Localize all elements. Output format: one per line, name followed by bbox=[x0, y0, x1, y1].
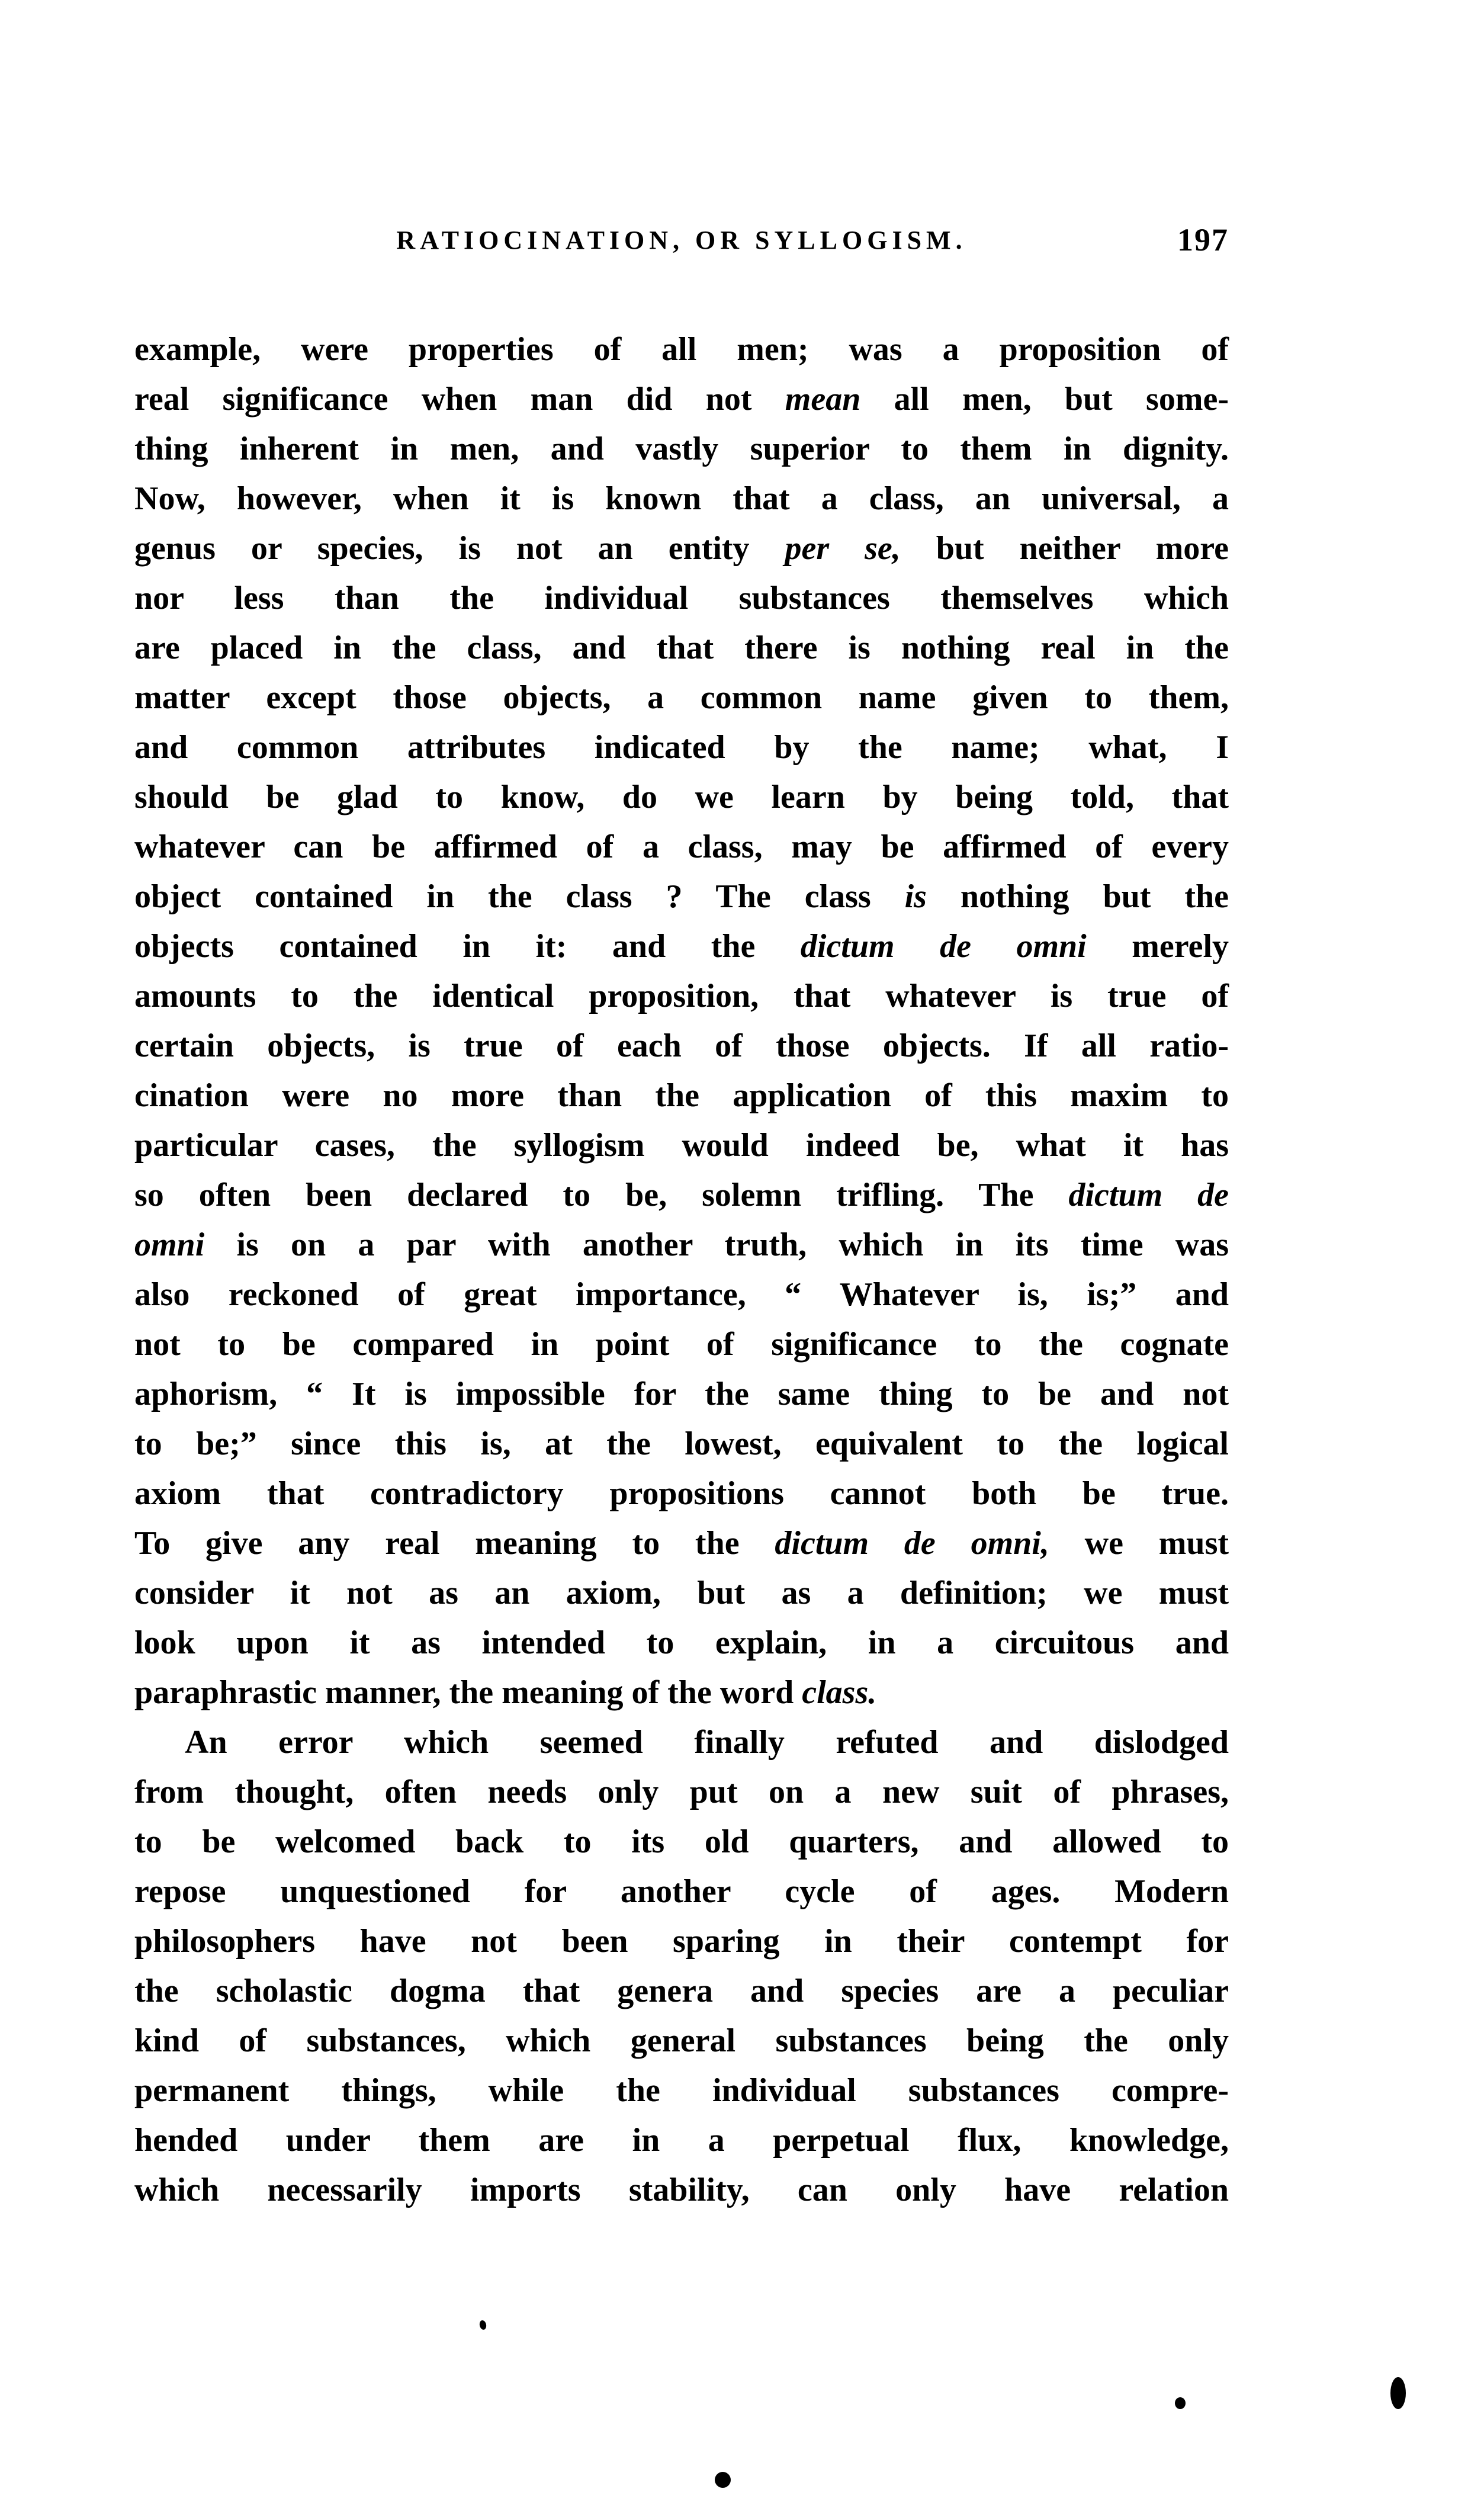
text-line: should be glad to know, do we learn by being told, that bbox=[134, 779, 1229, 815]
text-line: kind of substances, which general substances being the only bbox=[134, 2022, 1229, 2059]
text-line: are placed in the class, and that there is nothing real in the bbox=[134, 630, 1229, 666]
text-line: An error which seemed finally refuted and dislodged bbox=[185, 1724, 1229, 1761]
page-header bbox=[134, 222, 1229, 266]
text-line: aphorism, “ It is impossible for the same thing to be and not bbox=[134, 1376, 1229, 1412]
text-line: permanent things, while the individual substances compre- bbox=[134, 2072, 1229, 2109]
text-line: thing inherent in men, and vastly superior to them in dignity. bbox=[134, 431, 1229, 467]
text-line: matter except those objects, a common name given to them, bbox=[134, 679, 1229, 716]
text-line: from thought, often needs only put on a new suit of phrases, bbox=[134, 1774, 1229, 1810]
text-line: particular cases, the syllogism would indeed be, what it has bbox=[134, 1127, 1229, 1164]
ink-speck-apostrophe bbox=[478, 2320, 487, 2330]
ink-teardrop-right bbox=[1390, 2377, 1406, 2409]
text-line: the scholastic dogma that genera and species are a peculiar bbox=[134, 1973, 1229, 2009]
text-line: amounts to the identical proposition, that whatever is true of bbox=[134, 978, 1229, 1014]
text-line: which necessarily imports stability, can only have relation bbox=[134, 2172, 1229, 2208]
text-line: objects contained in it: and the dictum de omni merely bbox=[134, 928, 1229, 965]
text-line: so often been declared to be, solemn trifling. The dictum de bbox=[134, 1177, 1229, 1213]
text-line: hended under them are in a perpetual flux, knowledge, bbox=[134, 2122, 1229, 2159]
text-line: axiom that contradictory propositions cannot both be true. bbox=[134, 1475, 1229, 1512]
text-line: cination were no more than the application of this maxim to bbox=[134, 1077, 1229, 1114]
text-line: nor less than the individual substances themselves which bbox=[134, 580, 1229, 616]
text-line: to be welcomed back to its old quarters, and allowed to bbox=[134, 1823, 1229, 1860]
text-line: To give any real meaning to the dictum de omni, we must bbox=[134, 1525, 1229, 1562]
text-line: certain objects, is true of each of those objects. If all ratio- bbox=[134, 1027, 1229, 1064]
running-title: RATIOCINATION, OR SYLLOGISM. bbox=[396, 226, 967, 255]
text-line: to be;” since this is, at the lowest, equivalent to the logical bbox=[134, 1425, 1229, 1462]
text-line: look upon it as intended to explain, in a circuitous and bbox=[134, 1624, 1229, 1661]
body-text bbox=[134, 325, 1229, 2215]
ink-dot-bottom bbox=[715, 2472, 731, 2488]
text-line: genus or species, is not an entity per se, but neither more bbox=[134, 530, 1229, 567]
text-line: real significance when man did not mean all men, but some- bbox=[134, 381, 1229, 418]
text-line: consider it not as an axiom, but as a definition; we must bbox=[134, 1575, 1229, 1611]
page-number: 197 bbox=[1177, 222, 1229, 258]
text-line: object contained in the class ? The class is nothing but the bbox=[134, 878, 1229, 915]
text-line: whatever can be affirmed of a class, may be affirmed of every bbox=[134, 828, 1229, 865]
text-line: example, were properties of all men; was a proposition of bbox=[134, 331, 1229, 368]
text-line: not to be compared in point of significance to the cognate bbox=[134, 1326, 1229, 1363]
text-line: philosophers have not been sparing in their contempt for bbox=[134, 1923, 1229, 1960]
text-line: Now, however, when it is known that a class, an universal, a bbox=[134, 480, 1229, 517]
text-line: and common attributes indicated by the name; what, I bbox=[134, 729, 1229, 766]
text-line: paraphrastic manner, the meaning of the word class. bbox=[134, 1674, 877, 1711]
text-line: repose unquestioned for another cycle of ages. Modern bbox=[134, 1873, 1229, 1910]
ink-dot-right bbox=[1175, 2397, 1186, 2409]
text-line: omni is on a par with another truth, which in its time was bbox=[134, 1226, 1229, 1263]
text-line: also reckoned of great importance, “ Whatever is, is;” and bbox=[134, 1276, 1229, 1313]
